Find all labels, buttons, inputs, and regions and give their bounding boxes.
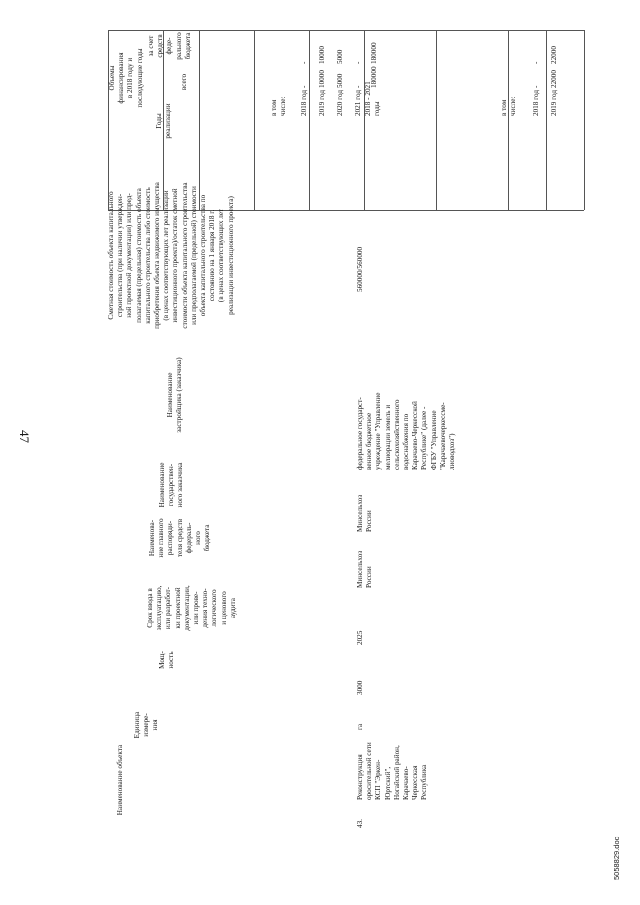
row-total-2021: - bbox=[354, 85, 362, 88]
row-unit: га bbox=[356, 723, 364, 730]
header-deadline: Срок ввода в эксплуатацию, или разработ- ки проектной документации, или прове- дения техно- логического и ценового аудита bbox=[146, 585, 237, 631]
header-estimated-cost: Сметная стоимость объекта капитального строительства (при наличии утвержден- ной проектной документации) или пред- полагаемая (предельная) стоимость объекта капитального строительства либо стоимость приобретения объекта недвижимого имущества (в ценах соответствующих лет реализации инвестиционного проекта)/остаток сметной стоимости объекта капитального строительства или предполагаемой (предельной) стоимости объекта капитального строительства по состоянию на 1 января 2018 г. (в ценах соответствующих лет реализации инвестиционного проекта) bbox=[107, 182, 235, 329]
document-footer: 5058829.doc bbox=[612, 836, 621, 880]
row-year-2020: 2020 год bbox=[336, 90, 344, 116]
header-years: Годы реализации bbox=[155, 103, 173, 139]
header-unit: Единица измере- ния bbox=[133, 711, 160, 739]
row-next-year-2019: 2019 год bbox=[550, 90, 558, 116]
row-capacity: 3000 bbox=[356, 680, 364, 695]
row-state-customer: Минсельхоз России bbox=[356, 494, 374, 532]
row-next-federal-2019: 22000 bbox=[550, 46, 558, 64]
row-year-2021: 2021 год bbox=[354, 90, 362, 116]
header-total: всего bbox=[180, 73, 188, 91]
row-federal-2019: 10000 bbox=[318, 46, 326, 64]
row-federal-2020: 5000 bbox=[336, 49, 344, 64]
row-total-2018: - bbox=[300, 85, 308, 88]
header-federal: за счет средств феде- рального бюджета bbox=[147, 32, 192, 60]
row-federal-2018: - bbox=[300, 61, 308, 64]
row-federal-2021: - bbox=[354, 61, 362, 64]
row-main-manager: Минсельхоз России bbox=[356, 550, 374, 588]
row-estimated-cost: 560000/560000 bbox=[356, 246, 364, 292]
page-number: 47 bbox=[17, 430, 32, 443]
header-state-customer: Наименование государствен- ного заказчика bbox=[158, 462, 185, 508]
row-next-federal-2018: - bbox=[532, 61, 540, 64]
row-year-2018: 2018 год bbox=[300, 90, 308, 116]
row-name: Реконструкция оросительной сети КСП "Эркен- Юртский", Ногайский район, Карачаево- Черкесская Республика bbox=[356, 742, 429, 800]
header-main-manager: Наименова- ние главного распоряди- теля средств федераль- ного бюджета bbox=[148, 518, 212, 558]
row-total-2020: 5000 bbox=[336, 73, 344, 88]
row-total-2019: 10000 bbox=[318, 70, 326, 88]
row-period-federal: 180000 bbox=[370, 42, 378, 64]
header-name: Наименование объекта bbox=[116, 744, 124, 816]
row-next-total-2018: - bbox=[532, 85, 540, 88]
row-next-year-2018: 2018 год bbox=[532, 90, 540, 116]
header-developer: Наименование застройщика (заказчика) bbox=[166, 357, 184, 433]
row-year-2019: 2019 год bbox=[318, 90, 326, 116]
row-deadline: 2025 bbox=[356, 630, 364, 645]
row-next-total-2019: 22000 bbox=[550, 70, 558, 88]
header-capacity: Мощ- ность bbox=[158, 651, 176, 669]
header-funding: Объемы финансирования в 2018 году и последующие годы bbox=[108, 48, 144, 108]
row-next-label: в том числе: bbox=[500, 96, 518, 116]
row-period: 2018 - 2021 годы bbox=[364, 81, 382, 116]
row-developer: федеральное государст- венное бюджетное учреждение "Управление мелиорации земель и сельскохозяйственного водоснабжения по Карачаево-Черкесской Республике" (далее - ФГБУ "Управление "Карачаевочеркессме- лиоводхоз") bbox=[356, 392, 457, 470]
row-years-label: в том числе: bbox=[270, 96, 288, 116]
row-number: 43. bbox=[356, 819, 364, 828]
row-period-total: 180000 bbox=[370, 66, 378, 88]
